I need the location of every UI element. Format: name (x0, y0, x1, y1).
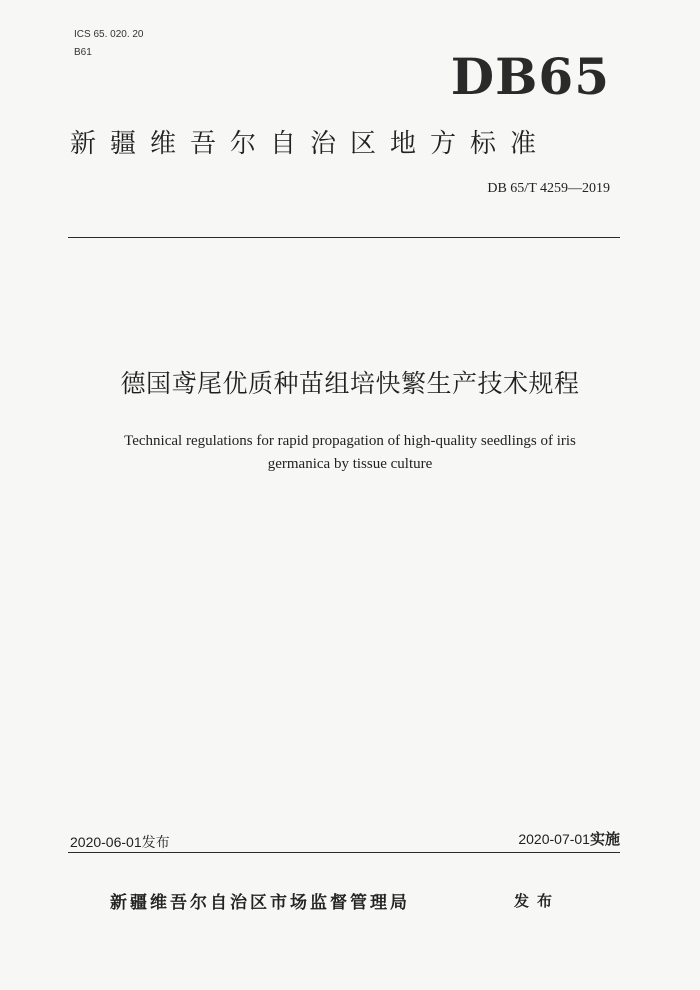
ics-code: ICS 65. 020. 20 (74, 29, 144, 40)
implementation-date-label: 实施 (589, 831, 620, 848)
issue-date-value: 2020-06-01 (70, 834, 142, 850)
issue-date-label: 发布 (141, 834, 170, 850)
implementation-date-value: 2020-07-01 (518, 831, 590, 847)
issuing-authority: 新疆维吾尔自治区市场监督管理局 (110, 893, 410, 913)
standard-type-heading: 新疆维吾尔自治区地方标准 (70, 129, 551, 159)
publish-label: 发布 (514, 892, 561, 910)
issue-date (70, 832, 170, 852)
classification-code: B61 (74, 47, 92, 58)
implementation-date (440, 829, 620, 850)
standard-number: DB 65/T 4259—2019 (487, 181, 610, 196)
document-title-english (60, 430, 640, 476)
standard-logo: DB65 (450, 47, 610, 106)
top-divider (68, 237, 620, 238)
bottom-divider (68, 852, 620, 853)
english-title-line-1: Technical regulations for rapid propagation of high-quality seedlings of iris (124, 433, 576, 449)
english-title-line-2: germanica by tissue culture (267, 456, 433, 472)
document-title-chinese: 德国鸢尾优质种苗组培快繁生产技术规程 (120, 369, 580, 398)
